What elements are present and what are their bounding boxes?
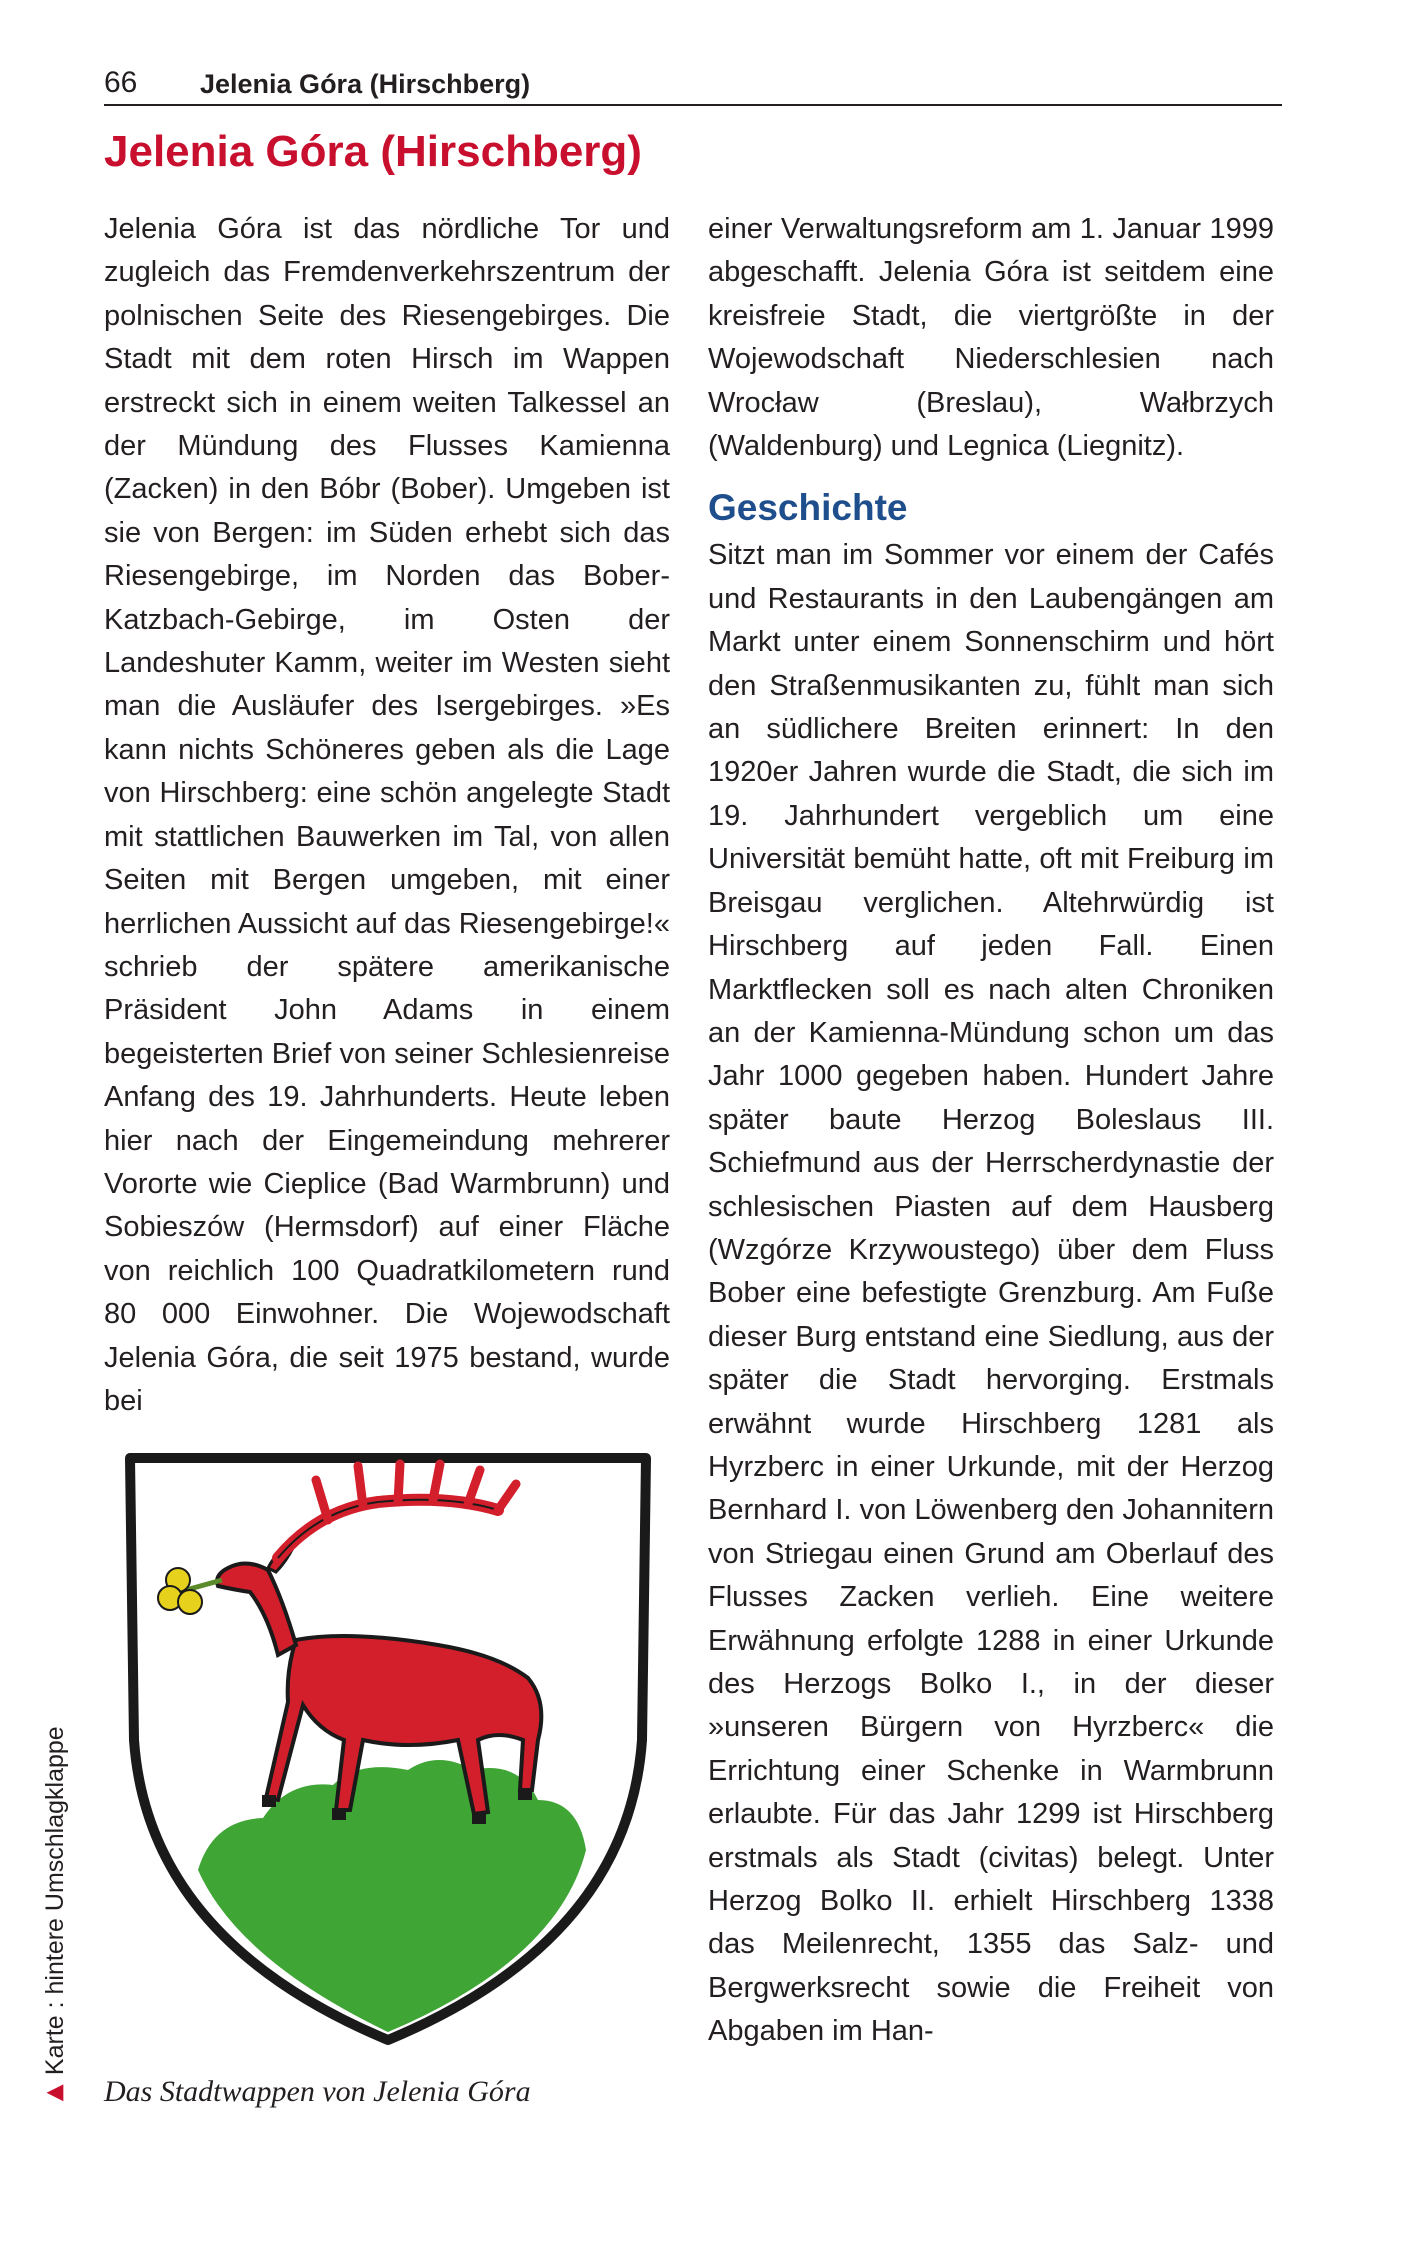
chapter-title: Jelenia Góra (Hirschberg) <box>104 127 642 176</box>
history-paragraph: Sitzt man im Sommer vor einem der Cafés und Restaurants in den Laubengängen am Markt unter einem Sonnenschirm und hört den Straßenmusikanten zu, fühlt man sich an südlichere Breiten erinnert: In den 1920er Jahren wurde die Stadt, die sich im 19. Jahrhundert vergeblich um eine Universität bemüht hatte, oft mit Freiburg im Breisgau verglichen. Altehrwürdig ist Hirschberg auf jeden Fall. Einen Marktflecken soll es nach alten Chroniken an der Kamienna-Mündung schon um das Jahr 1000 gegeben haben. Hundert Jahre später baute Herzog Boleslaus III. Schiefmund aus der Herrscherdynastie der schlesischen Piasten auf dem Hausberg (Wzgórze Krzywoustego) über dem Fluss Bober eine befestigte Grenzburg. Am Fuße dieser Burg entstand eine Siedlung, aus der später die Stadt hervorging. Erstmals erwähnt wurde Hirschberg 1281 als Hyrzberc in einer Urkunde, mit der Herzog Bernhard I. von Löwenberg den Johannitern von Striegau einen Grund am Oberlauf des Flusses Zacken verlieh. Eine weitere Erwähnung erfolgte 1288 in einer Urkunde des Herzogs Bolko I., in der dieser »unseren Bürgern von Hyrzberc« die Errichtung einer Schenke in Warmbrunn erlaubte. Für das Jahr 1299 ist Hirschberg erstmals als Stadt (civitas) belegt. Unter Herzog Bolko II. erhielt Hirschberg 1338 das Meilenrecht, 1355 das Salz- und Bergwerksrecht sowie die Freiheit von Abgaben im Han- <box>708 539 1274 2048</box>
intro-paragraph: Jelenia Góra ist das nördliche Tor und zugleich das Fremdenverkehrszentrum der polnischen Seite des Riesengebirges. Die Stadt mit dem roten Hirsch im Wappen erstreckt sich in einem weiten Talkessel an der Mündung des Flusses Kamienna (Zacken) in den Bóbr (Bober). Umgeben ist sie von Bergen: im Süden erhebt sich das Riesengebirge, im Norden das Bober-Katzbach-Gebirge, im Osten der Landeshuter Kamm, weiter im Westen sieht man die Ausläufer des Isergebirges. »Es kann nichts Schöneres geben als die Lage von Hirschberg: eine schön angelegte Stadt mit stattlichen Bauwerken im Tal, von allen Seiten mit Bergen umgeben, mit einer herrlichen Aussicht auf das Riesengebirge!« schrieb der spätere amerikanische Präsident John Adams in einem begeisterten Brief von seiner Schlesienreise Anfang des 19. Jahrhunderts. Heute leben hier nach der Eingemeindung mehrerer Vororte wie Cieplice (Bad Warmbrunn) und Sobieszów (Hermsdorf) auf einer Fläche von reichlich 100 Quadratkilometern rund 80 000 Einwohner. Die Wojewodschaft Jelenia Góra, die seit 1975 bestand, wurde bei <box>104 213 670 1417</box>
coat-of-arms-red-stag-icon <box>118 1440 658 2050</box>
page-number: 66 <box>104 66 138 99</box>
figure-caption: Das Stadtwappen von Jelenia Góra <box>104 2075 531 2108</box>
left-column <box>104 208 670 1423</box>
right-column <box>708 208 1274 2054</box>
running-header <box>104 64 1282 106</box>
map-reference-note <box>40 1726 70 2104</box>
running-title: Jelenia Góra (Hirschberg) <box>200 69 531 99</box>
section-heading-geschichte: Geschichte <box>708 487 908 529</box>
map-reference-text: Karte : hintere Umschlagklappe <box>41 1726 69 2076</box>
triangle-marker-icon: ◀ <box>46 2078 64 2104</box>
continued-paragraph: einer Verwaltungsreform am 1. Januar 1999 abgeschafft. Jelenia Góra ist seitdem eine kreisfreie Stadt, die viertgrößte in der Wojewodschaft Niederschlesien nach Wrocław (Breslau), Wałbrzych (Waldenburg) und Legnica (Liegnitz). <box>708 213 1274 463</box>
